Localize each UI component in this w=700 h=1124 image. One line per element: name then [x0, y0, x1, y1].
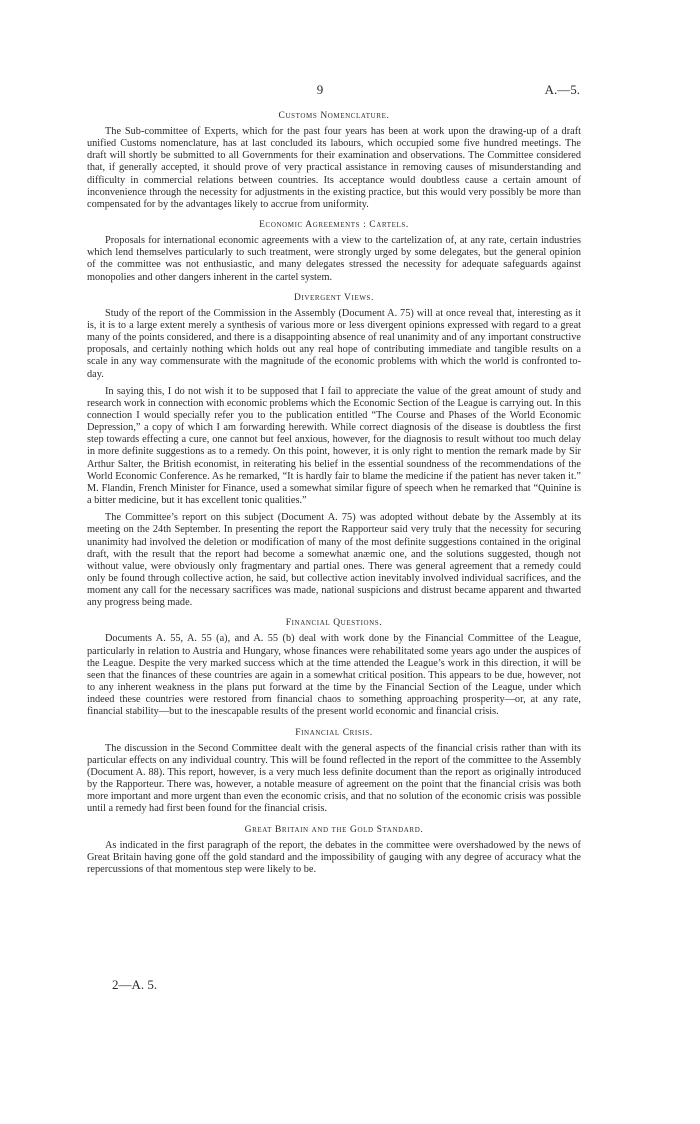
paragraph: The discussion in the Second Committee dealt with the general aspects of the financial crisis rather than with its particular effects on any individual country. This will be found reflected in the report of the committee to the Assembly (Document A. 88). This report, however, is a very much less definite document than the report as originally introduced by the Rapporteur. There was, however, a notable measure of agreement on the point that the financial crisis was both more important and more urgent than even the economic crisis, and that no solution of the economic crisis was possible until a remedy had first been found for the financial crisis.	[87, 742, 581, 815]
section-divergent-views	[87, 292, 581, 610]
document-body	[87, 110, 581, 884]
section-financial-crisis	[87, 727, 581, 816]
section-heading: Divergent Views.	[294, 292, 374, 303]
paragraph: Study of the report of the Commission in the Assembly (Document A. 75) will at once reveal that, interesting as it is, it is to a large extent merely a synthesis of various more or less divergent opinions expressed with regard to a great many of the points considered, and there is a disappointing absence of real unanimity and of any important constructive proposals, and certainly nothing which holds out any real hope of contributing immediate and tangible results on a scale in any way commensurate with the magnitude of the economic problems with which the world is confronted to-day.	[87, 307, 581, 380]
section-heading: Financial Questions.	[285, 618, 383, 629]
page-number: 9	[316, 82, 324, 97]
paragraph: In saying this, I do not wish it to be supposed that I fail to appreciate the value of the great amount of study and research work in connection with economic problems which the Economic Section of the League is carrying out. In this connection I would specially refer you to the publication entitled “The Course and Phases of the World Economic Depression,” a copy of which I am forwarding herewith. While correct diagnosis of the disease is doubtless the first step towards effecting a cure, one cannot but feel anxious, however, for the diagnosis to result without too much delay in more definite suggestions as to a remedy. On this point, however, it is only right to mention the remark made by Sir Arthur Salter, the British economist, in reiterating his belief in the essential soundness of the recommendations of the World Economic Conference. As he remarked, “It is hardly fair to blame the medicine if the patient has never taken it.” M. Flandin, French Minister for Finance, used a somewhat similar figure of speech when he remarked that “Quinine is a bitter medicine, but it has excellent tonic qualities.”	[87, 385, 581, 507]
paragraph: As indicated in the first paragraph of the report, the debates in the committee were overshadowed by the news of Great Britain having gone off the gold standard and the impossibility of gauging with any degree of accuracy what the repercussions of that momentous step were likely to be.	[87, 839, 581, 875]
section-financial-questions	[87, 617, 581, 718]
section-heading: Customs Nomenclature.	[278, 111, 390, 121]
section-heading: Great Britain and the Gold Standard.	[244, 824, 424, 835]
section-heading: Economic Agreements : Cartels.	[259, 220, 409, 231]
paragraph: Documents A. 55, A. 55 (a), and A. 55 (b) deal with work done by the Financial Committee of the League, particularly in relation to Austria and Hungary, whose finances were rehabilitated some years ago under the auspices of the League. Despite the very marked success which at the time attended the League’s work in this direction, it will be seen that the finances of these countries are again in a somewhat critical position. This appears to be due, however, not to any inherent weakness in the plans put forward at the time by the Financial Section of the League, under which indeed these countries were restored from financial chaos to something approaching prosperity—or, at any rate, financial stability—but to the inescapable results of the present world economic and financial crisis.	[87, 633, 581, 718]
section-economic-agreements	[87, 219, 581, 284]
signature-mark: 2—A. 5.	[112, 977, 158, 992]
document-reference: A.—5.	[544, 82, 580, 97]
section-heading: Financial Crisis.	[295, 727, 373, 738]
paragraph: The Committee’s report on this subject (Document A. 75) was adopted without debate by the Assembly at its meeting on the 24th September. In presenting the report the Rapporteur said very truly that the necessity for securing unanimity had involved the deletion or modification of many of the most definite suggestions contained in the original draft, with the result that the report had become a somewhat anæmic one, and the solutions suggested, though not without value, were obviously only fragmentary and partial ones. There was general agreement that a remedy could only be found through collective action, he said, but collective action inevitably involved individual sacrifices, and the moment any call for the necessary sacrifices was made, national suspicions and distrust became apparent and thwarted any progress being made.	[87, 512, 581, 609]
section-customs-nomenclature	[87, 110, 581, 211]
paragraph: Proposals for international economic agreements with a view to the cartelization of, at any rate, certain industries which lend themselves particularly to such treatment, were strongly urged by some delegates, but the general opinion of the committee was not enthusiastic, and many delegates stressed the necessity for adequate safeguards against monopolies and other dangers inherent in the cartel system.	[87, 235, 581, 283]
section-gold-standard	[87, 824, 581, 876]
paragraph: The Sub-committee of Experts, which for the past four years has been at work upon the drawing-up of a draft unified Customs nomenclature, has at last concluded its labours, which occupied some five hundred meetings. The draft will shortly be submitted to all Governments for their examination and observations. The Committee considered that, if generally accepted, it should prove of very practical assistance in removing causes of misunderstanding and difficulty in commercial relations between countries. Its acceptance would doubtless cause a certain amount of inconvenience through the necessity for adjustments in the existing practice, but this would very possibly be more than compensated for by the advantages likely to accrue from uniformity.	[87, 126, 581, 210]
